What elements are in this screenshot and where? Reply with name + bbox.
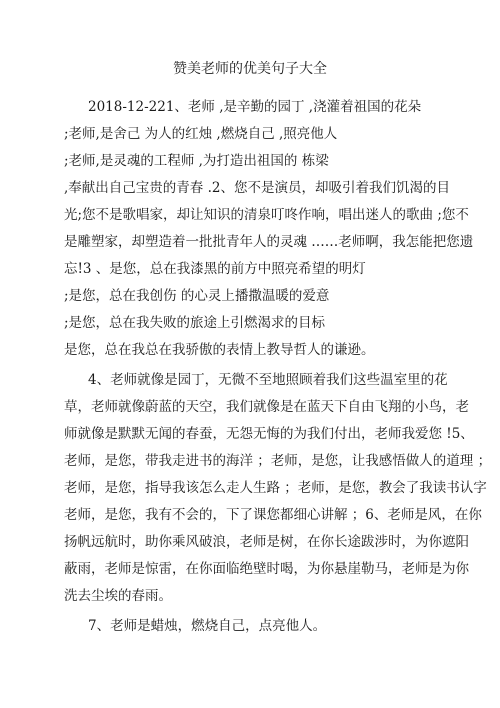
text-line-2: ;老师,是舍己 为人的红烛 ,燃烧自己 ,照亮他人 xyxy=(64,126,338,142)
text-line-8: ;是您，总在我创伤 的心灵上播撒温暖的爱意 xyxy=(64,288,330,304)
text-line-5: 光;您不是歌唱家，却让知识的清泉叮咚作响，唱出迷人的歌曲 ;您不 xyxy=(64,207,469,223)
text-line-19: 洗去尘埃的春雨。 xyxy=(64,588,172,604)
text-line-15: 老师，是您，指导我该怎么走人生路 ；老师，是您，教会了我读书认字 xyxy=(64,480,487,496)
text-line-10: 是您，总在我总在我骄傲的表情上教导哲人的谦逊。 xyxy=(64,342,375,358)
text-line-11: 4、老师就像是园丁，无微不至地照顾着我们这些温室里的花 xyxy=(88,372,448,388)
text-line-17: 扬帆远航时，助你乘风破浪，老师是树，在你长途跋涉时，为你遮阳 xyxy=(64,534,469,550)
text-line-1: 2018-12-221、老师 ,是辛勤的园丁 ,浇灌着祖国的花朵 xyxy=(88,99,422,115)
text-line-18: 蔽雨，老师是惊雷，在你面临绝壁时喝，为你悬崖勒马，老师是为你 xyxy=(64,561,469,577)
text-line-9: ;是您，总在我失败的旅途上引燃渴求的目标 xyxy=(64,315,326,331)
document-title: 赞美老师的优美句子大全 xyxy=(173,61,327,77)
text-line-4: ,奉献出自己宝贵的青春 .2、您不是演员，却吸引着我们饥渴的目 xyxy=(64,180,450,196)
text-line-13: 师就像是默默无闻的春蚕，无怨无悔的为我们付出，老师我爱您 !5、 xyxy=(64,426,474,442)
text-line-3: ;老师,是灵魂的工程师 ,为打造出祖国的 栋梁 xyxy=(64,153,329,169)
text-line-20: 7、老师是蜡烛，燃烧自己，点亮他人。 xyxy=(88,618,327,634)
text-line-14: 老师，是您，带我走进书的海洋 ；老师，是您，让我感悟做人的道理 ； xyxy=(64,453,492,469)
text-line-12: 草，老师就像蔚蓝的天空，我们就像是在蓝天下自由飞翔的小鸟，老 xyxy=(64,399,469,415)
text-line-6: 是雕塑家，却塑造着一批批青年人的灵魂 ……老师啊，我怎能把您遗 xyxy=(64,234,474,250)
text-line-7: 忘!3 、是您，总在我漆黑的前方中照亮希望的明灯 xyxy=(64,261,366,277)
text-line-16: 老师，是您，我有不会的，下了课您都细心讲解 ；6、老师是风，在你 xyxy=(64,507,482,523)
